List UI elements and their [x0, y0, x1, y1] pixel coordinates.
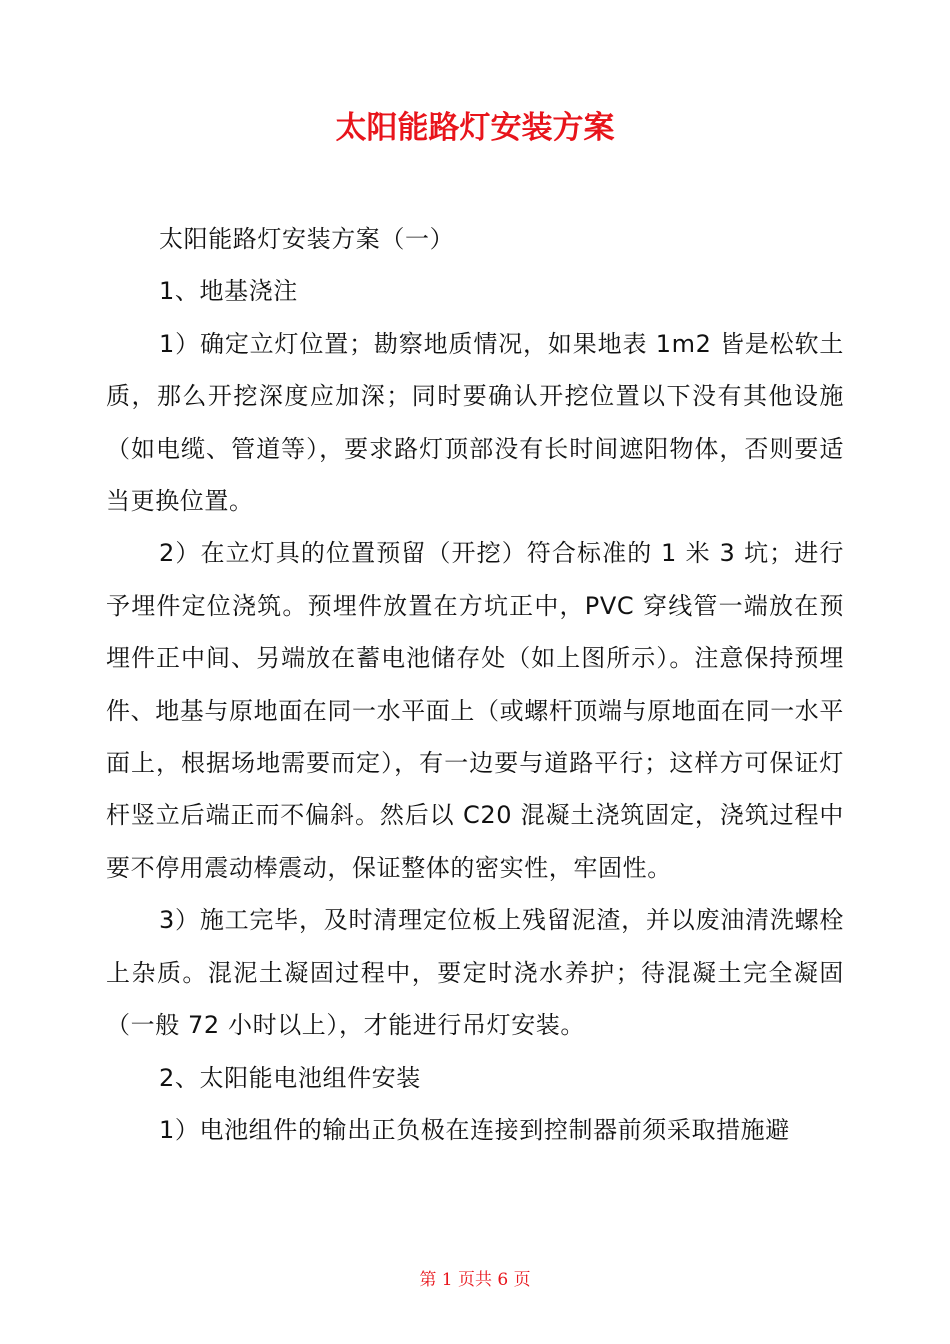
section-heading-scheme-one: 太阳能路灯安装方案（一） — [159, 225, 455, 253]
paragraph-step-3: 3）施工完毕，及时清理定位板上残留泥渣，并以废油清洗螺栓上杂质。混泥土凝固过程中，要定时浇水养护；待混凝土完全凝固（一般 72 小时以上），才能进行吊灯安装。 — [106, 906, 844, 1040]
section-heading-foundation: 1、地基浇注 — [159, 277, 298, 306]
document-body — [106, 213, 844, 1156]
section-heading-solar-module: 2、太阳能电池组件安装 — [159, 1063, 421, 1092]
paragraph-module-step-1: 1）电池组件的输出正负极在连接到控制器前须采取措施避 — [159, 1115, 790, 1144]
paragraph-step-2: 2）在立灯具的位置预留（开挖）符合标准的 1 米 3 坑；进行予埋件定位浇筑。预埋件放置在方坑正中，PVC 穿线管一端放在预埋件正中间、另端放在蓄电池储存处（如上图所示）。注意保持预埋件、地基与原地面在同一水平面上（或螺杆顶端与原地面在同一水平面上，根据场地需要而定），有一边要与道路平行；这样方可保证灯杆竖立后端正而不偏斜。然后以 C20 混凝土浇筑固定，浇筑过程中要不停用震动棒震动，保证整体的密实性，牢固性。 — [106, 539, 844, 882]
document-title: 太阳能路灯安装方案 — [335, 110, 615, 146]
paragraph-step-1: 1）确定立灯位置；勘察地质情况，如果地表 1m2 皆是松软土质，那么开挖深度应加深；同时要确认开挖位置以下没有其他设施（如电缆、管道等），要求路灯顶部没有长时间遮阳物体，否则要适当更换位置。 — [106, 329, 844, 516]
page-number-footer: 第 1 页共 6 页 — [419, 1270, 531, 1290]
